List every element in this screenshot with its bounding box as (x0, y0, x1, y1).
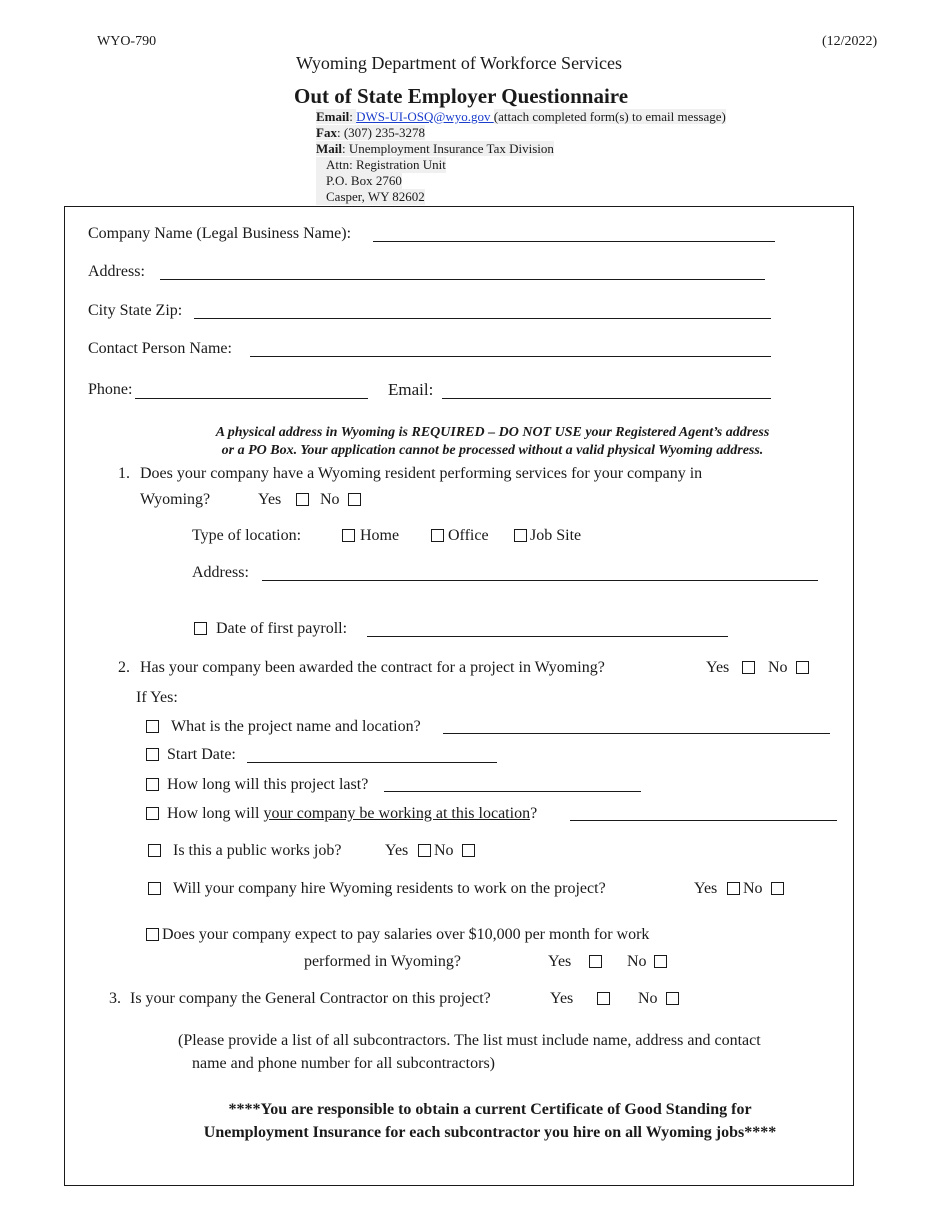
city-state-zip-field[interactable] (194, 318, 771, 319)
certificate-notice-line-1: ****You are responsible to obtain a current Certificate of Good Standing for (228, 1101, 752, 1118)
q2-yes-checkbox[interactable] (742, 661, 755, 674)
first-payroll-label: Date of first payroll: (216, 620, 348, 637)
public-works-no-checkbox[interactable] (462, 844, 475, 857)
salaries-no-checkbox[interactable] (654, 955, 667, 968)
project-name-checkbox[interactable] (146, 720, 159, 733)
salaries-no-label: No (627, 953, 647, 970)
q1-address-label: Address: (192, 564, 249, 581)
first-payroll-checkbox[interactable] (194, 622, 207, 635)
city-state-zip-label: City State Zip: (88, 302, 183, 319)
subcontractor-note-line-2: name and phone number for all subcontractors) (192, 1055, 496, 1072)
company-duration-text-a: How long will (167, 805, 264, 822)
contact-person-field[interactable] (250, 356, 771, 357)
q1-yes-label: Yes (258, 491, 282, 508)
q3-no-checkbox[interactable] (666, 992, 679, 1005)
first-payroll-field[interactable] (367, 636, 728, 637)
subcontractor-note-line-1: (Please provide a list of all subcontractors. The list must include name, address and contact (178, 1032, 761, 1049)
hire-residents-no-label: No (743, 880, 763, 897)
q2-text: Has your company been awarded the contract for a project in Wyoming? (140, 659, 605, 676)
hire-residents-no-checkbox[interactable] (771, 882, 784, 895)
mail-value: : Unemployment Insurance Tax Division (342, 141, 554, 156)
location-office-label: Office (448, 527, 489, 544)
location-type-label: Type of location: (192, 527, 302, 544)
salaries-yes-label: Yes (548, 953, 572, 970)
project-duration-field[interactable] (384, 791, 641, 792)
certificate-notice-line-2: Unemployment Insurance for each subcontractor you hire on all Wyoming jobs**** (203, 1124, 777, 1141)
address-field[interactable] (160, 279, 765, 280)
start-date-field[interactable] (247, 762, 497, 763)
public-works-no-label: No (434, 842, 454, 859)
contact-person-label: Contact Person Name: (88, 340, 232, 357)
email-separator: : (349, 109, 357, 124)
hire-residents-yes-label: Yes (694, 880, 718, 897)
project-name-field[interactable] (443, 733, 830, 734)
page-title: Out of State Employer Questionnaire (294, 84, 629, 108)
fax-label: Fax (316, 125, 337, 140)
q1-no-label: No (320, 491, 340, 508)
q2-yes-label: Yes (706, 659, 730, 676)
public-works-checkbox[interactable] (148, 844, 161, 857)
q1-number: 1. (118, 465, 130, 482)
salaries-label-line-2: performed in Wyoming? (304, 953, 461, 970)
q1-text-line-1: Does your company have a Wyoming resident performing services for your company in (140, 465, 703, 482)
location-office-checkbox[interactable] (431, 529, 444, 542)
company-duration-checkbox[interactable] (146, 807, 159, 820)
location-jobsite-label: Job Site (530, 527, 582, 544)
salaries-yes-checkbox[interactable] (589, 955, 602, 968)
mail-city: Casper, WY 82602 (316, 189, 425, 205)
warning-line-2: or a PO Box. Your application cannot be processed without a valid physical Wyoming address. (221, 443, 764, 458)
q1-no-checkbox[interactable] (348, 493, 361, 506)
email-field[interactable] (442, 398, 771, 399)
start-date-label: Start Date: (167, 746, 236, 763)
q1-address-field[interactable] (262, 580, 818, 581)
mail-attn: Attn: Registration Unit (316, 157, 446, 173)
phone-field[interactable] (135, 398, 368, 399)
q2-if-yes: If Yes: (136, 689, 178, 706)
q1-text-line-2: Wyoming? (140, 491, 211, 508)
public-works-yes-label: Yes (385, 842, 409, 859)
phone-label: Phone: (88, 381, 133, 398)
q1-yes-checkbox[interactable] (296, 493, 309, 506)
hire-residents-label: Will your company hire Wyoming residents to work on the project? (173, 880, 606, 897)
q3-text: Is your company the General Contractor on this project? (130, 990, 491, 1007)
contact-mail-row (316, 141, 554, 157)
company-duration-label (167, 805, 537, 823)
public-works-yes-checkbox[interactable] (418, 844, 431, 857)
mail-po-box: P.O. Box 2760 (316, 173, 402, 189)
q3-yes-checkbox[interactable] (597, 992, 610, 1005)
email-field-label: Email: (388, 380, 434, 399)
company-duration-text-b: your company be working at this location (263, 805, 531, 822)
location-home-checkbox[interactable] (342, 529, 355, 542)
q3-number: 3. (109, 990, 121, 1007)
location-jobsite-checkbox[interactable] (514, 529, 527, 542)
q3-yes-label: Yes (550, 990, 574, 1007)
warning-line-1: A physical address in Wyoming is REQUIRED – DO NOT USE your Registered Agent’s address (215, 425, 770, 440)
company-duration-field[interactable] (570, 820, 837, 821)
location-home-label: Home (360, 527, 400, 544)
public-works-label: Is this a public works job? (173, 842, 342, 859)
project-duration-checkbox[interactable] (146, 778, 159, 791)
company-name-field[interactable] (373, 241, 775, 242)
project-name-label: What is the project name and location? (171, 718, 421, 735)
form-revision-date: (12/2022) (822, 34, 878, 49)
start-date-checkbox[interactable] (146, 748, 159, 761)
company-duration-text-c: ? (530, 805, 538, 822)
hire-residents-yes-checkbox[interactable] (727, 882, 740, 895)
certificate-notice (150, 1098, 830, 1144)
email-note: (attach completed form(s) to email message) (493, 109, 726, 124)
contact-email-row (316, 109, 726, 125)
agency-name: Wyoming Department of Workforce Services (296, 53, 623, 73)
fax-value: : (307) 235-3278 (336, 125, 426, 140)
project-duration-label: How long will this project last? (167, 776, 369, 793)
contact-email-link[interactable]: DWS-UI-OSQ@wyo.gov (356, 109, 494, 124)
salaries-label-line-1: Does your company expect to pay salaries over $10,000 per month for work (162, 926, 650, 943)
q3-no-label: No (638, 990, 658, 1007)
q2-no-checkbox[interactable] (796, 661, 809, 674)
form-number: WYO-790 (97, 34, 157, 49)
q2-number: 2. (118, 659, 130, 676)
hire-residents-checkbox[interactable] (148, 882, 161, 895)
contact-fax-row (316, 125, 425, 141)
q2-no-label: No (768, 659, 788, 676)
salaries-checkbox[interactable] (146, 928, 159, 941)
company-name-label: Company Name (Legal Business Name): (88, 225, 352, 242)
email-label: Email (316, 109, 350, 124)
address-label: Address: (88, 263, 145, 280)
address-warning (150, 424, 835, 460)
mail-label: Mail (316, 141, 342, 156)
